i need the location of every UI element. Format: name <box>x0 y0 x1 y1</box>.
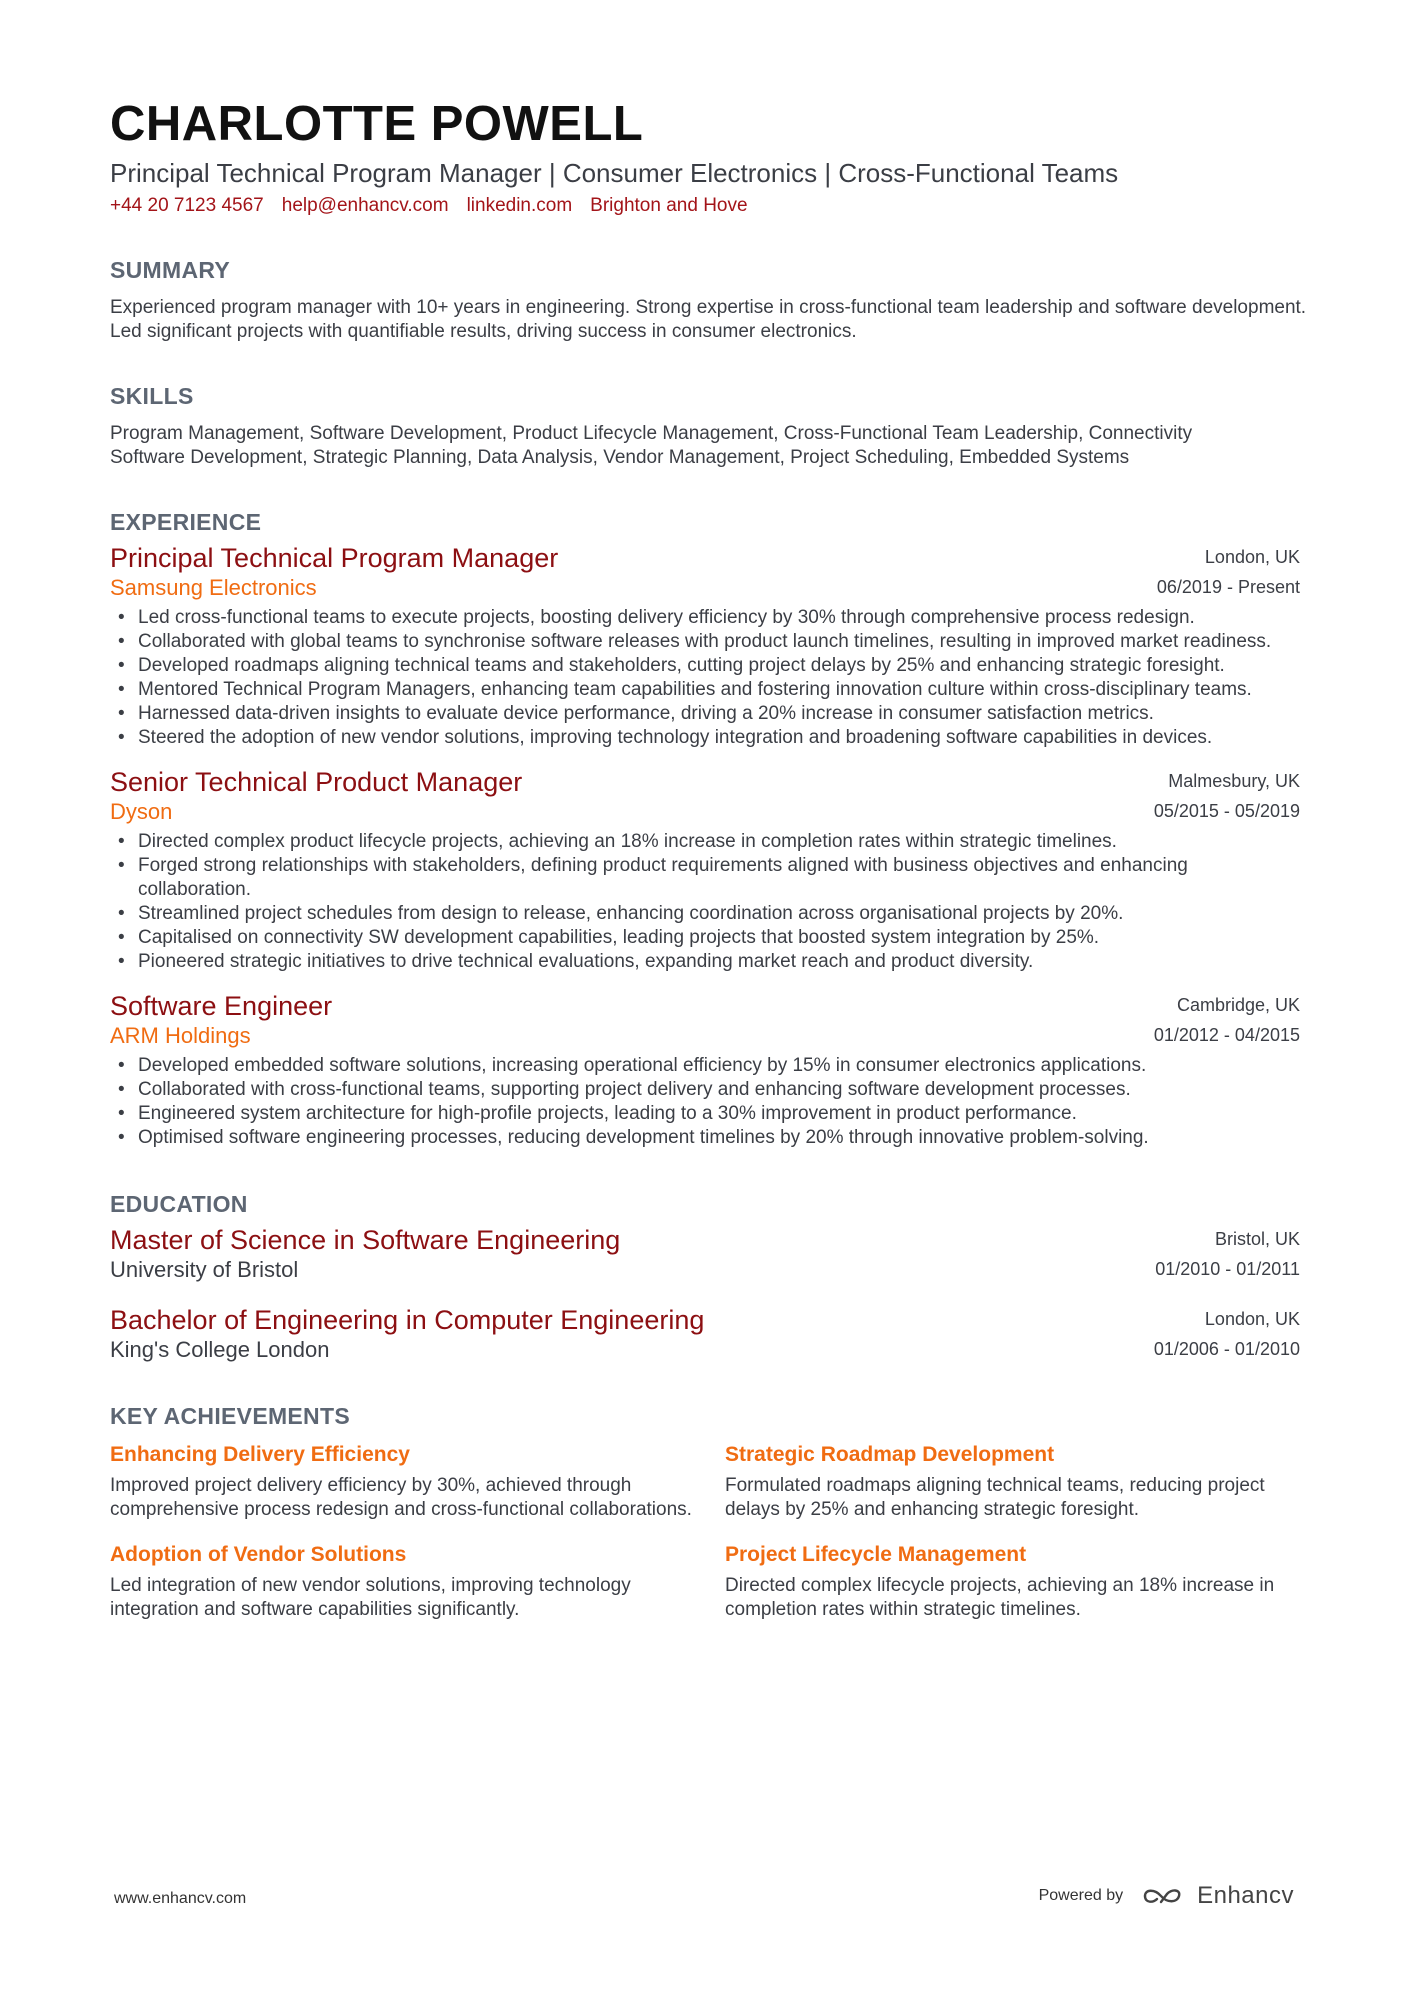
degree-title: Bachelor of Engineering in Computer Engineering <box>110 1305 705 1335</box>
job-company: Samsung Electronics <box>110 575 317 600</box>
job-location: Cambridge, UK <box>1176 995 1300 1015</box>
linkedin-link[interactable]: linkedin.com <box>466 195 573 216</box>
job-bullet: • Optimised software engineering processes, reducing development timelines by 20% through innovative problem-solving. <box>110 1126 1300 1150</box>
experience-section <box>110 508 1300 1150</box>
job-entry <box>110 990 1300 1150</box>
job-bullet: • Mentored Technical Program Managers, enhancing team capabilities and fostering innovation culture within cross-disciplinary teams. <box>110 678 1300 702</box>
achievement-text: Directed complex lifecycle projects, achieving an 18% increase in completion rates within strategic timelines. <box>725 1575 1275 1620</box>
job-role: Software Engineer <box>110 991 333 1021</box>
candidate-name: CHARLOTTE POWELL <box>110 97 644 151</box>
job-dates: 05/2015 - 05/2019 <box>1153 801 1300 821</box>
education-dates: 01/2010 - 01/2011 <box>1155 1259 1300 1279</box>
job-bullet: • Steered the adoption of new vendor solutions, improving technology integration and broadening software capabilities in devices. <box>110 726 1300 750</box>
achievement-title: Strategic Roadmap Development <box>725 1443 1055 1466</box>
summary-section <box>110 256 1307 344</box>
achievement-item <box>110 1442 695 1522</box>
job-bullets <box>110 1054 1300 1150</box>
achievement-item <box>725 1542 1310 1622</box>
job-bullet: • Streamlined project schedules from design to release, enhancing coordination across organisational projects by 20%. <box>110 902 1300 926</box>
education-location: London, UK <box>1204 1309 1300 1329</box>
school-name: King's College London <box>110 1337 330 1362</box>
section-title: KEY ACHIEVEMENTS <box>110 1403 350 1429</box>
education-dates: 01/2006 - 01/2010 <box>1153 1339 1300 1359</box>
skills-section <box>110 382 1300 470</box>
section-title: EXPERIENCE <box>110 509 262 535</box>
degree-title: Master of Science in Software Engineering <box>110 1225 621 1255</box>
footer-website-link[interactable]: www.enhancv.com <box>114 1890 247 1907</box>
achievement-title: Enhancing Delivery Efficiency <box>110 1443 410 1466</box>
enhancv-logo[interactable] <box>1141 1882 1294 1910</box>
job-bullet: • Developed embedded software solutions, increasing operational efficiency by 15% in consumer electronics applications. <box>110 1054 1300 1078</box>
school-name: University of Bristol <box>110 1257 299 1282</box>
achievement-item <box>110 1542 695 1622</box>
job-bullet: • Collaborated with global teams to synchronise software releases with product launch timelines, resulting in improved market readiness. <box>110 630 1300 654</box>
job-bullet: • Pioneered strategic initiatives to drive technical evaluations, expanding market reach and product diversity. <box>110 950 1300 974</box>
job-dates: 01/2012 - 04/2015 <box>1153 1025 1300 1045</box>
job-entry <box>110 542 1300 750</box>
job-bullets <box>110 606 1300 750</box>
education-location: Bristol, UK <box>1214 1229 1300 1249</box>
achievement-item <box>725 1442 1310 1522</box>
footer-branding <box>1039 1882 1294 1910</box>
resume-page <box>110 96 1307 1622</box>
job-bullets <box>110 830 1300 974</box>
skills-text: Program Management, Software Development, Product Lifecycle Management, Cross-Functional Team Leadership, Connectivity Software Development, Strategic Planning, Data Analysis, Vendor Management, Project Scheduling, Embedded Systems <box>110 423 1193 468</box>
job-role: Principal Technical Program Manager <box>110 543 559 573</box>
email-link[interactable]: help@enhancv.com <box>281 195 449 216</box>
job-bullet: • Capitalised on connectivity SW development capabilities, leading projects that boosted system integration by 25%. <box>110 926 1300 950</box>
contact-row <box>110 194 1300 218</box>
achievement-text: Led integration of new vendor solutions, improving technology integration and software capabilities significantly. <box>110 1575 631 1620</box>
education-entry <box>110 1304 1300 1364</box>
job-company: ARM Holdings <box>110 1023 251 1048</box>
job-role: Senior Technical Product Manager <box>110 767 523 797</box>
achievements-section <box>110 1402 1300 1622</box>
achievement-title: Project Lifecycle Management <box>725 1543 1027 1566</box>
job-bullet: • Developed roadmaps aligning technical teams and stakeholders, cutting project delays by 25% and enhancing strategic foresight. <box>110 654 1300 678</box>
achievement-text: Improved project delivery efficiency by 30%, achieved through comprehensive process redesign and cross-functional collaborations. <box>110 1475 692 1520</box>
section-title: EDUCATION <box>110 1191 248 1217</box>
job-bullet: • Forged strong relationships with stakeholders, defining product requirements aligned with business objectives and enhancing collaboration. <box>110 854 1300 902</box>
job-bullet: • Led cross-functional teams to execute projects, boosting delivery efficiency by 30% through comprehensive process redesign. <box>110 606 1300 630</box>
phone-link[interactable]: +44 20 7123 4567 <box>110 195 264 216</box>
location-text: Brighton and Hove <box>590 195 748 216</box>
brand-name: Enhancv <box>1197 1882 1294 1909</box>
job-location: London, UK <box>1204 547 1300 567</box>
job-bullet: • Directed complex product lifecycle projects, achieving an 18% increase in completion rates within strategic timelines. <box>110 830 1300 854</box>
achievements-grid <box>110 1442 1300 1622</box>
job-entry <box>110 766 1300 974</box>
job-dates: 06/2019 - Present <box>1156 577 1300 597</box>
section-title: SKILLS <box>110 383 194 409</box>
job-bullet: • Harnessed data-driven insights to evaluate device performance, driving a 20% increase in consumer satisfaction metrics. <box>110 702 1300 726</box>
resume-header <box>110 96 1300 218</box>
page-footer <box>114 1882 1294 1922</box>
enhancv-logo-icon <box>1141 1884 1187 1908</box>
education-section <box>110 1190 1300 1364</box>
achievement-text: Formulated roadmaps aligning technical teams, reducing project delays by 25% and enhancing strategic foresight. <box>725 1475 1265 1520</box>
candidate-headline: Principal Technical Program Manager | Consumer Electronics | Cross-Functional Teams <box>110 158 1119 188</box>
education-entry <box>110 1224 1300 1284</box>
summary-text: Experienced program manager with 10+ years in engineering. Strong expertise in cross-functional team leadership and software development. Led significant projects with quantifiable results, driving success in consumer electronics. <box>110 297 1307 342</box>
job-bullet: • Collaborated with cross-functional teams, supporting project delivery and enhancing software development processes. <box>110 1078 1300 1102</box>
job-company: Dyson <box>110 799 173 824</box>
achievement-title: Adoption of Vendor Solutions <box>110 1543 407 1566</box>
job-location: Malmesbury, UK <box>1168 771 1300 791</box>
job-bullet: • Engineered system architecture for high-profile projects, leading to a 30% improvement in product performance. <box>110 1102 1300 1126</box>
section-title: SUMMARY <box>110 257 231 283</box>
powered-by-text: Powered by <box>1038 1887 1124 1904</box>
